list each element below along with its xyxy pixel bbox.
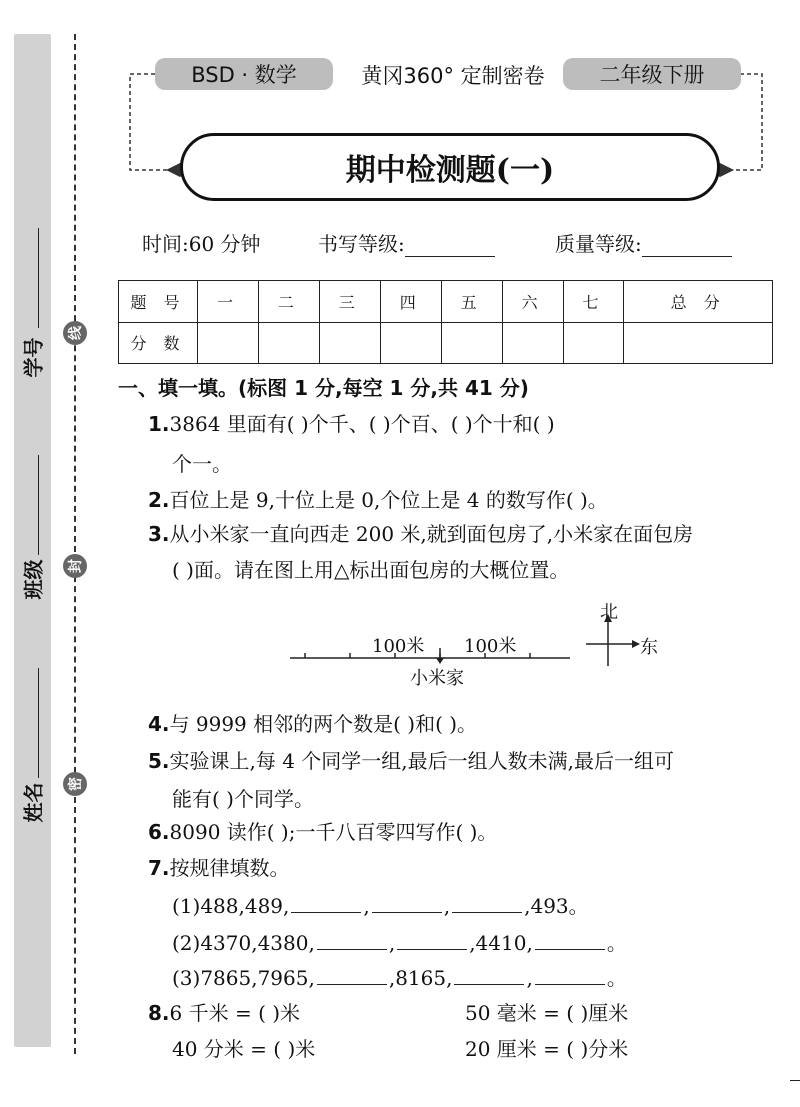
answer-blank[interactable] bbox=[397, 931, 467, 950]
page-edge-mark bbox=[790, 1080, 800, 1081]
question-text: 6 千米 = ( )米 bbox=[169, 1001, 301, 1025]
question-6 bbox=[148, 816, 497, 845]
table-cell: 一 bbox=[198, 281, 259, 323]
question-1 bbox=[148, 408, 555, 437]
time-info: 时间:60 分钟 bbox=[142, 232, 261, 256]
question-7-3: (3)7865,7965, ,8165, , 。 bbox=[172, 966, 627, 990]
distance-label-right: 100米 bbox=[464, 636, 517, 657]
name-label: 姓名 bbox=[21, 782, 46, 823]
sequence-start: (2)4370,4380, bbox=[172, 931, 315, 955]
grade-pill: 二年级下册 bbox=[563, 58, 741, 90]
table-cell: 五 bbox=[441, 281, 502, 323]
sequence-end: ,493。 bbox=[524, 894, 589, 918]
name-field[interactable] bbox=[38, 668, 39, 778]
class-label: 班级 bbox=[21, 559, 46, 600]
question-text: 8090 读作( );一千八百零四写作( )。 bbox=[169, 820, 498, 844]
table-cell: 七 bbox=[563, 281, 624, 323]
sequence-mid: ,8165, bbox=[388, 966, 453, 990]
question-text: 按规律填数。 bbox=[169, 856, 290, 880]
answer-blank[interactable] bbox=[291, 894, 361, 913]
question-number: 7. bbox=[148, 856, 170, 880]
table-cell: 四 bbox=[380, 281, 441, 323]
question-8-a bbox=[148, 997, 300, 1026]
question-text: 百位上是 9,十位上是 0,个位上是 4 的数写作( )。 bbox=[169, 488, 608, 512]
writing-grade bbox=[318, 228, 495, 257]
question-1-cont: 个一。 bbox=[172, 452, 232, 476]
student-id-field[interactable] bbox=[38, 228, 39, 328]
question-3-cont: ( )面。请在图上用△标出面包房的大概位置。 bbox=[172, 558, 570, 582]
question-5-cont: 能有( )个同学。 bbox=[172, 787, 314, 811]
distance-label-left: 100米 bbox=[372, 636, 425, 657]
table-row bbox=[119, 281, 773, 323]
table-cell: 题 号 bbox=[119, 281, 198, 323]
question-5 bbox=[148, 745, 674, 774]
sequence-end: 。 bbox=[606, 931, 627, 955]
writing-grade-blank[interactable] bbox=[405, 236, 495, 257]
seal-mi-badge: 密 bbox=[63, 772, 87, 796]
seal-feng-badge: 封 bbox=[63, 554, 87, 578]
home-label: 小米家 bbox=[410, 668, 464, 689]
quality-grade-blank[interactable] bbox=[642, 236, 732, 257]
score-table bbox=[118, 280, 773, 364]
table-cell: 六 bbox=[502, 281, 563, 323]
table-row bbox=[119, 322, 773, 364]
question-number: 3. bbox=[148, 522, 170, 546]
sequence-end: 。 bbox=[606, 966, 627, 990]
sequence-start: (1)488,489, bbox=[172, 894, 290, 918]
question-8-b: 50 毫米 = ( )厘米 bbox=[465, 1001, 629, 1025]
question-number: 8. bbox=[148, 1001, 170, 1025]
question-number: 5. bbox=[148, 749, 170, 773]
score-cell[interactable] bbox=[258, 322, 319, 364]
score-cell[interactable] bbox=[563, 322, 624, 364]
question-8-d: 20 厘米 = ( )分米 bbox=[465, 1037, 629, 1061]
score-cell[interactable] bbox=[380, 322, 441, 364]
series-title: 黄冈360° 定制密卷 bbox=[361, 64, 545, 88]
question-text: 3864 里面有( )个千、( )个百、( )个十和( ) bbox=[169, 412, 555, 436]
question-number: 2. bbox=[148, 488, 170, 512]
score-cell[interactable] bbox=[502, 322, 563, 364]
question-4 bbox=[148, 708, 477, 737]
section-title: 一、填一填。(标图 1 分,每空 1 分,共 41 分) bbox=[118, 376, 529, 400]
table-cell: 分 数 bbox=[119, 322, 198, 364]
question-7-1: (1)488,489, , , ,493。 bbox=[172, 894, 589, 918]
north-label: 北 bbox=[600, 602, 618, 623]
subject-pill: BSD · 数学 bbox=[155, 58, 333, 90]
question-2 bbox=[148, 484, 608, 513]
table-cell: 总 分 bbox=[624, 281, 773, 323]
page-title: 期中检测题(一) bbox=[180, 133, 720, 201]
question-8-c: 40 分米 = ( )米 bbox=[172, 1037, 316, 1061]
answer-blank[interactable] bbox=[535, 966, 605, 985]
question-text: 实验课上,每 4 个同学一组,最后一组人数未满,最后一组可 bbox=[169, 749, 675, 773]
answer-blank[interactable] bbox=[454, 966, 524, 985]
question-7 bbox=[148, 852, 290, 881]
answer-blank[interactable] bbox=[452, 894, 522, 913]
student-id-label: 学号 bbox=[21, 337, 46, 378]
table-cell: 三 bbox=[319, 281, 380, 323]
quality-grade-label: 质量等级: bbox=[555, 232, 642, 256]
quality-grade bbox=[555, 228, 732, 257]
table-cell: 二 bbox=[258, 281, 319, 323]
answer-blank[interactable] bbox=[372, 894, 442, 913]
question-number: 4. bbox=[148, 712, 170, 736]
score-cell[interactable] bbox=[319, 322, 380, 364]
answer-blank[interactable] bbox=[535, 931, 605, 950]
sequence-start: (3)7865,7965, bbox=[172, 966, 315, 990]
sequence-mid: ,4410, bbox=[469, 931, 533, 955]
score-cell[interactable] bbox=[624, 322, 773, 364]
score-cell[interactable] bbox=[441, 322, 502, 364]
answer-blank[interactable] bbox=[317, 931, 387, 950]
question-text: 从小米家一直向西走 200 米,就到面包房了,小米家在面包房 bbox=[169, 522, 694, 546]
seal-line-badge: 线 bbox=[63, 321, 87, 345]
class-field[interactable] bbox=[38, 455, 39, 555]
question-text: 与 9999 相邻的两个数是( )和( )。 bbox=[169, 712, 478, 736]
score-cell[interactable] bbox=[198, 322, 259, 364]
question-7-2: (2)4370,4380, , ,4410, 。 bbox=[172, 931, 627, 955]
answer-blank[interactable] bbox=[317, 966, 387, 985]
question-number: 6. bbox=[148, 820, 170, 844]
question-number: 1. bbox=[148, 412, 170, 436]
east-label: 东 bbox=[640, 637, 658, 658]
writing-grade-label: 书写等级: bbox=[318, 232, 405, 256]
question-3 bbox=[148, 518, 693, 547]
